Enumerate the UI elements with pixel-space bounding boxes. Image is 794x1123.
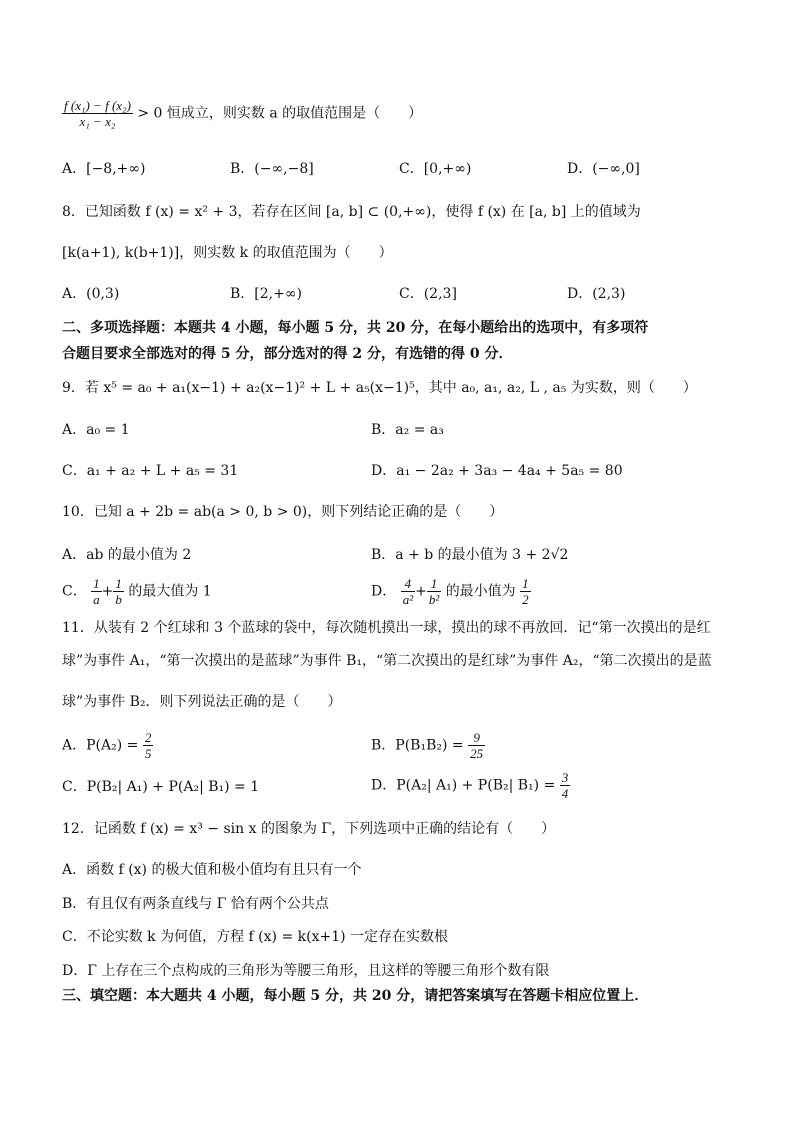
- q11-option-a: [62, 730, 153, 761]
- q10-option-b: B．a + b 的最小值为 3 + 2√2: [371, 547, 569, 563]
- q10-option-d-answer-num: 1: [522, 576, 529, 591]
- q11-option-d-frac: [560, 770, 571, 801]
- section2-heading-line1: 二、多项选择题：本题共 4 小题，每小题 5 分，共 20 分，在每小题给出的选项中，有多项符: [62, 320, 649, 336]
- q7-option-a: A．[−8,+∞): [62, 161, 146, 177]
- q10-option-d-answer: [520, 576, 531, 607]
- q9-option-c: C．a₁ + a₂ + L + a₅ = 31: [62, 463, 239, 479]
- q11-option-a-num: 2: [144, 730, 152, 745]
- q12-option-b: B．有且仅有两条直线与 Γ 恰有两个公共点: [62, 896, 329, 912]
- q10-option-d-frac2: [427, 576, 441, 607]
- q11-option-d: [371, 770, 570, 801]
- q10-option-c-frac1-den: a: [93, 592, 100, 607]
- q7-option-b: B．(−∞,−8]: [230, 161, 314, 177]
- q11-option-b-text: B．P(B₁B₂) =: [371, 737, 464, 754]
- q10-stem: 10．已知 a + 2b = ab(a > 0, b > 0)，则下列结论正确的是（ ）: [62, 504, 504, 520]
- q7-option-d: D．(−∞,0]: [567, 161, 640, 177]
- q12-option-c: C．不论实数 k 为何值，方程 f (x) = k(x+1) 一定存在实数根: [62, 929, 449, 945]
- q9-stem: 9．若 x⁵ = a₀ + a₁(x−1) + a₂(x−1)² + L + a₅(x−1)⁵，其中 a₀, a₁, a₂, L , a₅ 为实数，则（ ）: [62, 380, 697, 396]
- q10-option-d-answer-den: 2: [522, 592, 529, 607]
- q11-option-b-frac: [468, 730, 485, 761]
- section2-heading-line2: 合题目要求全部选对的得 5 分，部分选对的得 2 分，有选错的得 0 分．: [62, 346, 513, 362]
- q11-option-d-den: 4: [561, 786, 569, 801]
- q10-option-d-frac1-den: a²: [402, 592, 414, 607]
- q8-option-b: B．[2,+∞): [230, 286, 302, 302]
- q11-option-c: C．P(B₂| A₁) + P(A₂| B₁) = 1: [62, 779, 260, 795]
- q10-option-c-frac2: [113, 576, 124, 607]
- q10-option-c: C． $\frac{1}{a}$ + $\frac{1}{b}$ 的最大值为 1: [62, 576, 212, 607]
- q11-option-b-num: 9: [468, 730, 485, 746]
- q11-option-b: [371, 730, 485, 761]
- q10-option-d: D． $\frac{4}{\text{a²}}$ + $\frac{1}{\text{b²}}$ 的最小值为 $\frac{1}{2}$: [371, 576, 529, 607]
- q7-frac-numerator: f (x₁) − f (x₂): [64, 98, 131, 113]
- q11-option-a-text: A．P(A₂) =: [62, 737, 139, 754]
- q8-stem-line1: 8．已知函数 f (x) = x² + 3，若存在区间 [a, b] ⊂ (0,+∞)，使得 f (x) 在 [a, b] 上的值域为: [62, 204, 641, 220]
- q7-fraction: [62, 98, 133, 129]
- q10-option-c-text: 的最大值为 1: [128, 583, 212, 600]
- q11-option-b-den: 25: [470, 746, 484, 761]
- q10-option-d-label: D．: [371, 583, 397, 600]
- q10-option-d-text: 的最小值为: [445, 583, 516, 600]
- q10-option-c-frac1-num: 1: [93, 576, 100, 591]
- q10-option-c-frac2-num: 1: [115, 576, 122, 591]
- q9-option-a: A．a₀ = 1: [62, 422, 130, 438]
- q7-option-c: C．[0,+∞): [399, 161, 472, 177]
- q9-option-d: D．a₁ − 2a₂ + 3a₃ − 4a₄ + 5a₅ = 80: [371, 463, 623, 479]
- q11-option-a-frac: [143, 730, 154, 761]
- section3-heading: 三、填空题：本大题共 4 小题，每小题 5 分，共 20 分，请把答案填写在答题卡相应位置上．: [62, 988, 649, 1004]
- q11-option-a-den: 5: [144, 746, 152, 761]
- q11-stem-line2: 球”为事件 A₁，“第一次摸出的是蓝球”为事件 B₁，“第二次摸出的是红球”为事件 A₂，“第二次摸出的是蓝: [62, 653, 712, 669]
- q10-option-c-frac1: [91, 576, 102, 607]
- q7-condition-text: > 0 恒成立，则实数 a 的取值范围是（ ）: [137, 105, 423, 122]
- q8-option-d: D．(2,3): [567, 286, 626, 302]
- q12-option-d: D．Γ 上存在三个点构成的三角形为等腰三角形，且这样的等腰三角形个数有限: [62, 963, 550, 979]
- q11-option-d-num: 3: [561, 770, 569, 785]
- q10-option-a: A．ab 的最小值为 2: [62, 547, 192, 563]
- q11-stem-line1: 11．从装有 2 个红球和 3 个蓝球的袋中，每次随机摸出一球，摸出的球不再放回．记“第一次摸出的是红: [62, 620, 711, 636]
- q10-option-d-frac1-num: 4: [401, 576, 415, 592]
- q8-stem-line2: [k(a+1), k(b+1)]，则实数 k 的取值范围为（ ）: [62, 245, 393, 261]
- q10-option-d-frac2-num: 1: [427, 576, 441, 592]
- q10-option-c-label: C．: [62, 583, 87, 600]
- q9-option-b: B．a₂ = a₃: [371, 422, 444, 438]
- q12-stem: 12．记函数 f (x) = x³ − sin x 的图象为 Γ，下列选项中正确的结论有（ ）: [62, 821, 556, 837]
- q8-option-a: A．(0,3): [62, 286, 120, 302]
- q7-condition: [62, 98, 422, 129]
- q8-option-c: C．(2,3]: [399, 286, 457, 302]
- q10-option-d-frac2-den: b²: [428, 592, 440, 607]
- q7-frac-denominator: x₁ − x₂: [79, 114, 116, 129]
- q11-option-d-text: D．P(A₂| A₁) + P(B₂| B₁) =: [371, 777, 556, 794]
- q10-option-c-frac2-den: b: [115, 592, 122, 607]
- q12-option-a: A．函数 f (x) 的极大值和极小值均有且只有一个: [62, 862, 362, 878]
- q10-option-d-frac1: [401, 576, 415, 607]
- q11-stem-line3: 球”为事件 B₂．则下列说法正确的是（ ）: [62, 694, 342, 710]
